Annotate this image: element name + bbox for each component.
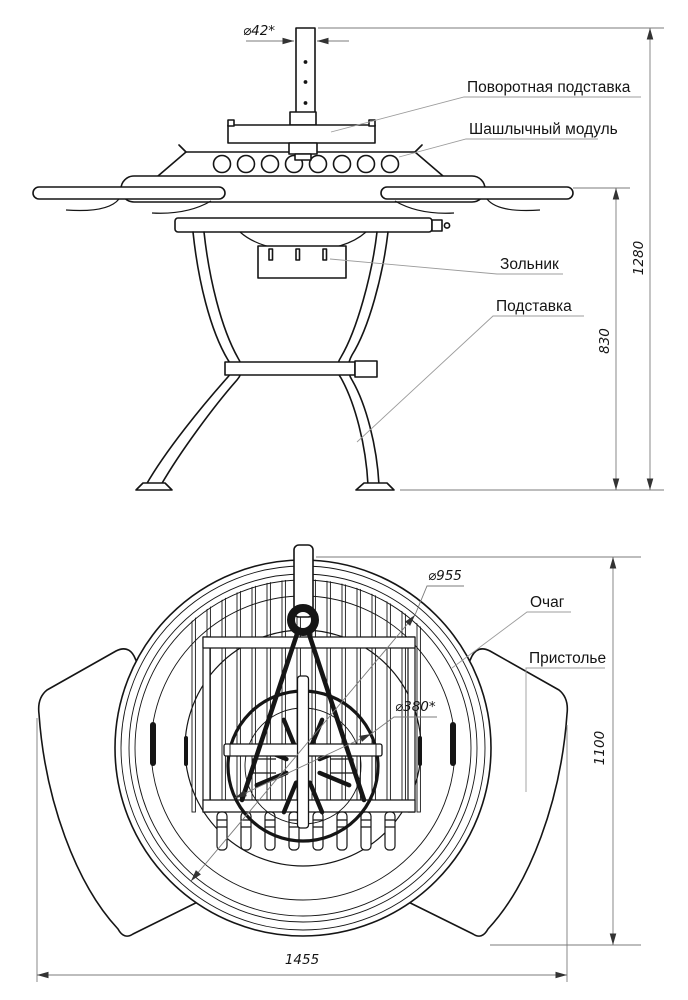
dim-firepot-diameter: ⌀380* <box>395 699 436 715</box>
callout-rotating-stand: Поворотная подставка <box>467 79 631 96</box>
post-collar-lower <box>289 143 317 154</box>
table-bracket-left-inner <box>152 201 211 213</box>
stand-flange-left <box>228 120 234 126</box>
leg-left <box>136 232 242 490</box>
dim-post-diameter: ⌀42* <box>243 23 276 39</box>
leg-crossbar-cap <box>355 361 377 377</box>
callout-skewer-module: Шашлычный модуль <box>469 121 618 138</box>
module-side-left <box>158 152 186 176</box>
leader-skewer-module <box>399 139 598 157</box>
post-collar-upper <box>290 112 316 125</box>
support-ring <box>175 218 432 232</box>
leg-crossbar <box>225 362 355 375</box>
callout-stand: Подставка <box>496 298 572 315</box>
dim-overall-width: 1455 <box>284 952 320 968</box>
dim-table-height: 830 <box>597 328 613 354</box>
center-post <box>296 28 315 125</box>
callout-hearth: Очаг <box>530 594 565 611</box>
callout-side-table: Пристолье <box>529 650 607 667</box>
ring-knob-bolt <box>444 223 449 228</box>
dim-overall-height: 1280 <box>631 240 647 276</box>
front-view-callouts <box>330 79 641 442</box>
leader-stand <box>357 316 584 442</box>
dim-bowl-diameter: ⌀955 <box>428 568 462 584</box>
ring-knob <box>432 220 442 231</box>
table-bracket-right-outer <box>487 199 540 211</box>
side-table-left <box>33 187 225 199</box>
table-bracket-right-inner <box>395 201 454 213</box>
side-table-right <box>381 187 573 199</box>
plan-view <box>37 545 641 982</box>
table-bracket-left-outer <box>66 199 119 211</box>
dim-overall-depth: 1100 <box>592 730 608 766</box>
front-view <box>33 23 664 490</box>
callout-ash-pan: Зольник <box>500 256 559 273</box>
module-side-right <box>415 152 443 176</box>
post-collar-step <box>295 154 311 160</box>
rotating-stand-bar <box>228 125 375 143</box>
plan-view-geometry <box>39 545 568 936</box>
